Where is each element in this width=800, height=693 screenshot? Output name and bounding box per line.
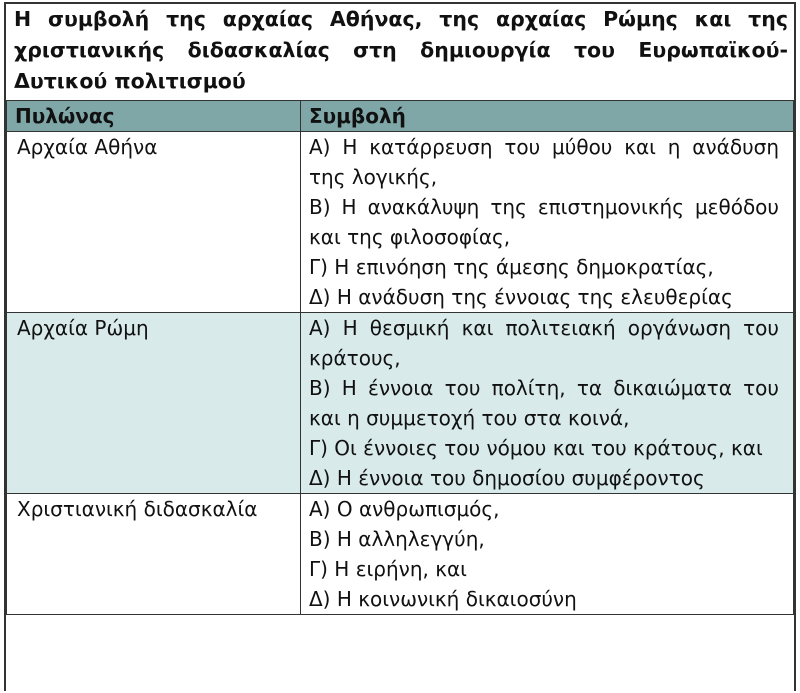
- contribution-item: Β) Η έννοια του πολίτη, τα δικαιώματα του και η συμμετοχή του στα κοινά,: [309, 376, 779, 430]
- table-row-ancient-rome: [7, 313, 794, 494]
- table-header-row: [7, 101, 794, 132]
- contribution-item: Δ) Η κοινωνική δικαιοσύνη: [309, 587, 577, 611]
- table-row-ancient-athens: [7, 132, 794, 313]
- pillar-ancient-athens: Αρχαία Αθήνα: [7, 132, 301, 313]
- table-caption: Η συμβολή της αρχαίας Αθήνας, της αρχαίας Ρώμης και της χριστιανικής διδασκαλίας στη δημιουργία του Ευρωπαϊκού-Δυτικού πολιτισμού: [14, 7, 788, 93]
- header-pillar: Πυλώνας: [7, 101, 301, 132]
- contribution-item: Γ) Η ειρήνη, και: [309, 557, 467, 581]
- contribution-item: Α) Η κατάρρευση του μύθου και η ανάδυση της λογικής,: [309, 135, 779, 189]
- contribution-cell-athens: [301, 132, 794, 313]
- contribution-item: Γ) Οι έννοιες του νόμου και του κράτους, και: [309, 436, 763, 460]
- header-contribution: Συμβολή: [301, 101, 794, 132]
- contribution-cell-christian: [301, 494, 794, 615]
- contribution-item: Δ) Η ανάδυση της έννοιας της ελευθερίας: [309, 285, 733, 309]
- document-page: [4, 2, 796, 691]
- contribution-item: Β) Η αλληλεγγύη,: [309, 527, 485, 551]
- contribution-item: Α) Ο ανθρωπισμός,: [309, 497, 500, 521]
- contribution-item: Α) Η θεσμική και πολιτειακή οργάνωση του κράτους,: [309, 316, 779, 370]
- pillar-christian-teaching: Χριστιανική διδασκαλία: [7, 494, 301, 615]
- contribution-item: Γ) Η επινόηση της άμεσης δημοκρατίας,: [309, 255, 714, 279]
- contribution-item: Δ) Η έννοια του δημοσίου συμφέροντος: [309, 466, 705, 490]
- table-row-christian-teaching: [7, 494, 794, 615]
- contribution-cell-rome: [301, 313, 794, 494]
- pillar-ancient-rome: Αρχαία Ρώμη: [7, 313, 301, 494]
- contribution-item: Β) Η ανακάλυψη της επιστημονικής μεθόδου και της φιλοσοφίας,: [309, 195, 779, 249]
- contribution-table: [6, 100, 794, 615]
